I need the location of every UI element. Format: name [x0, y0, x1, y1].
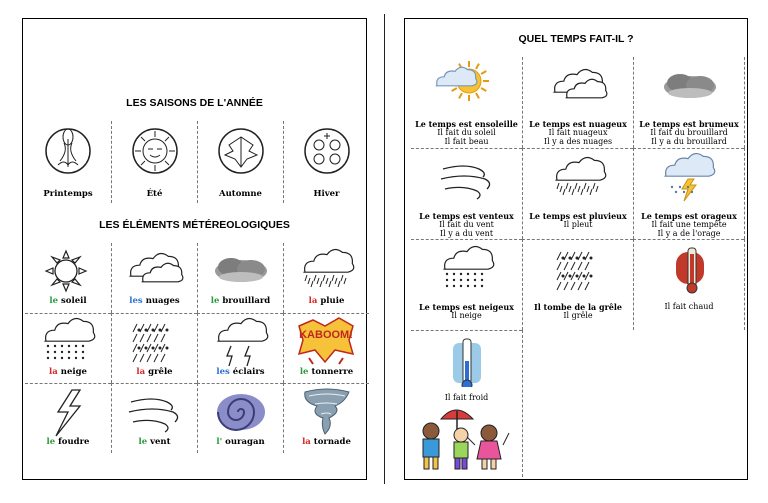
element-article: les [216, 367, 230, 377]
weather-cell-0 [411, 57, 522, 148]
fog-icon [658, 61, 722, 113]
weather-cell-9 [411, 330, 522, 409]
element-article: les [129, 296, 143, 306]
element-noun: éclairs [232, 367, 265, 377]
weather-line: Il y a du vent [439, 229, 494, 238]
season-0 [25, 121, 111, 203]
clouds-icon [123, 245, 187, 297]
element-label [25, 296, 111, 306]
rain-icon [547, 153, 611, 205]
weather-line: Il fait froid [444, 393, 489, 402]
weather-line: Il y a du brouillard [651, 137, 727, 146]
element-label [112, 296, 197, 306]
element-label [284, 296, 369, 306]
element-label [25, 437, 111, 447]
element-article: le [210, 296, 220, 306]
weather-cell-6 [411, 239, 522, 330]
element-noun: grêle [148, 367, 173, 377]
element-article: le [49, 296, 59, 306]
sun-cloud-icon [435, 61, 499, 113]
element-noun: tornade [313, 437, 351, 447]
fog-icon [209, 245, 273, 297]
weather-line: Il y a de l'orage [657, 229, 721, 238]
weather-line: Il y a des nuages [543, 137, 613, 146]
weather-line: Le temps est venteux [419, 211, 514, 221]
seasons-sheet [22, 18, 367, 480]
element-neige [25, 313, 111, 383]
element-tornade [283, 383, 369, 453]
sun-icon [36, 245, 100, 297]
seasons-title: LES SAISONS DE L'ANNÉE [126, 97, 263, 109]
element-nuages [111, 243, 197, 313]
season-3 [283, 121, 369, 203]
element-article: la [136, 367, 146, 377]
clouds-icon [547, 61, 611, 113]
element-label [112, 437, 197, 447]
hurricane-icon [209, 386, 273, 438]
element-label [284, 367, 369, 377]
weather-line: Le temps est brumeux [639, 119, 739, 129]
weather-line: Il fait beau [444, 137, 489, 146]
element-article: la [49, 367, 58, 377]
element-label [112, 367, 197, 377]
season-label: Automne [219, 189, 262, 199]
element-vent [111, 383, 197, 453]
page-divider [384, 14, 385, 484]
element-foudre [25, 383, 111, 453]
element-noun: soleil [61, 296, 87, 306]
weather-cell-8 [633, 239, 744, 330]
weather-line: Il tombe de la grêle [533, 302, 623, 312]
element-noun: pluie [320, 296, 345, 306]
season-2 [197, 121, 283, 203]
children-with-umbrella-icon [411, 401, 513, 473]
weather-line: Le temps est orageux [641, 211, 737, 221]
wind-icon [435, 153, 499, 205]
weather-line: Il fait nuageux [548, 128, 608, 137]
season-label: Été [146, 189, 163, 199]
element-article: la [302, 437, 311, 447]
elements-title: LES ÉLÉMENTS MÉTÉREOLOGIQUES [99, 219, 290, 231]
sun-face-icon [123, 121, 187, 177]
element-article: l' [216, 437, 223, 447]
grid-right-edge [744, 57, 745, 148]
wind-icon [123, 386, 187, 438]
element-article: la [308, 296, 318, 306]
element-ouragan [197, 383, 283, 453]
lightning-icon [209, 316, 273, 368]
element-noun: nuages [145, 296, 180, 306]
weather-line: Il fait du brouillard [650, 128, 728, 137]
element-noun: ouragan [225, 437, 265, 447]
rain-icon [295, 245, 359, 297]
element-soleil [25, 243, 111, 313]
season-label: Hiver [313, 189, 340, 199]
weather-sheet [404, 18, 748, 480]
season-label: Printemps [43, 189, 93, 199]
weather-line: Il pleut [563, 220, 593, 229]
weather-line: Le temps est neigeux [419, 302, 514, 312]
snowflake-icon [295, 121, 359, 177]
element-label [198, 367, 283, 377]
weather-title: QUEL TEMPS FAIT-IL ? [518, 33, 634, 45]
weather-line: Le temps est pluvieux [529, 211, 627, 221]
snow-icon [36, 316, 100, 368]
hail-icon [547, 244, 611, 296]
element-noun: vent [150, 437, 171, 447]
thermometer-cold-icon [449, 335, 485, 387]
hail-icon [123, 316, 187, 368]
kaboom-icon [295, 316, 359, 368]
thermometer-hot-icon [672, 244, 708, 296]
flower-icon [36, 121, 100, 177]
element-label [25, 367, 111, 377]
weather-cell-1 [522, 57, 633, 148]
snow-icon [435, 244, 499, 296]
element-grele [111, 313, 197, 383]
weather-cell-4 [522, 148, 633, 239]
bolt-icon [36, 386, 100, 438]
element-brouillard [197, 243, 283, 313]
leaf-icon [209, 121, 273, 177]
svg-text:KABOOM!: KABOOM! [299, 329, 353, 341]
weather-line: Il neige [451, 311, 482, 320]
storm-icon [658, 153, 722, 205]
element-label [198, 437, 283, 447]
weather-line: Il fait une tempête [651, 220, 727, 229]
element-tonnerre [283, 313, 369, 383]
element-noun: foudre [58, 437, 90, 447]
element-article: le [138, 437, 148, 447]
element-noun: brouillard [222, 296, 271, 306]
weather-cell-7 [522, 239, 633, 330]
weather-cell-3 [411, 148, 522, 239]
grid-bottom-edge [522, 330, 523, 477]
weather-line: Il fait du vent [439, 220, 494, 229]
element-label [198, 296, 283, 306]
element-eclairs [197, 313, 283, 383]
weather-line: Le temps est ensoleille [415, 119, 518, 129]
season-1 [111, 121, 197, 203]
weather-cell-2 [633, 57, 744, 148]
weather-line: Le temps est nuageux [529, 119, 627, 129]
weather-line: Il fait du soleil [437, 128, 496, 137]
tornado-icon [295, 386, 359, 438]
element-noun: neige [60, 367, 87, 377]
grid-right-edge [744, 239, 745, 330]
weather-line: Il fait chaud [664, 302, 714, 311]
weather-cell-5 [633, 148, 744, 239]
element-article: le [299, 367, 309, 377]
element-pluie [283, 243, 369, 313]
grid-right-edge [744, 148, 745, 239]
children-illustration [411, 401, 513, 476]
element-article: le [46, 437, 56, 447]
element-label [284, 437, 369, 447]
element-noun: tonnerre [311, 367, 354, 377]
weather-line: Il grêle [563, 311, 593, 320]
